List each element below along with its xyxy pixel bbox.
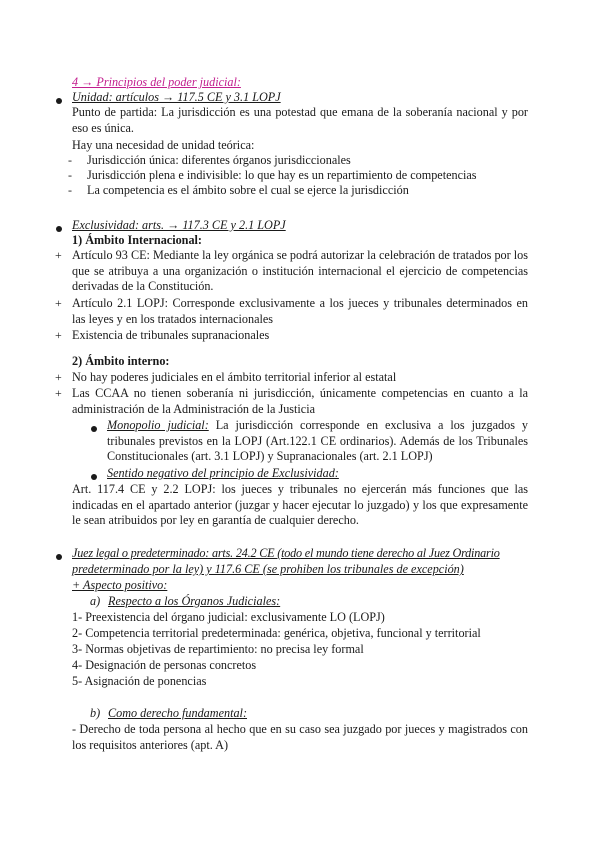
unidad-p1: Punto de partida: La jurisdicción es una potestad que emana de la soberanía nacional y por eso es única.: [72, 105, 528, 135]
interno-item: No hay poderes judiciales en el ámbito territorial inferior al estatal: [72, 370, 397, 384]
monopolio-label: Monopolio judicial:: [107, 418, 209, 432]
a-marker: a): [90, 594, 101, 608]
internacional-title: 1) Ámbito Internacional:: [72, 233, 202, 247]
monopolio-text: La jurisdicción corresponde en exclusiva a los juzgados y tribunales previstos en la LOPJ (Art.122.1 CE ordinarios). Además de los Tribunales Constitucionales (art. 3.1 LOPJ) y Supranacionales (art. 2.1 LOPJ): [107, 418, 528, 464]
negativo-text: Art. 117.4 CE y 2.2 LOPJ: los jueces y tribunales no ejercerán más funciones que las indicadas en el apartado anterior (juzgar y hacer ejecutar lo juzgado) y los que expresamente le sean atribuidos por ley en garantía de cualquier derecho.: [72, 482, 528, 528]
dash-marker: -: [68, 183, 72, 197]
plus-marker: +: [55, 386, 62, 400]
unidad-item: Jurisdicción plena e indivisible: lo que hay es un repartimiento de competencias: [87, 168, 477, 182]
a-item: 4- Designación de personas concretos: [72, 658, 257, 672]
internacional-item: Artículo 93 CE: Mediante la ley orgánica se podrá autorizar la celebración de tratados por los que se atribuya a una organización o institución internacional el ejercicio de competencias derivadas de la Constitución.: [72, 248, 528, 294]
b-marker: b): [90, 706, 101, 720]
bullet-icon: [56, 93, 62, 108]
a-item: 3- Normas objetivas de repartimiento: no precisa ley formal: [72, 642, 364, 656]
plus-marker: +: [55, 248, 62, 262]
unidad-p2: Hay una necesidad de unidad teórica:: [72, 138, 255, 152]
interno-title: 2) Ámbito interno:: [72, 354, 170, 368]
plus-marker: +: [55, 370, 62, 384]
section-heading: 4 → Principios del poder judicial:: [72, 75, 241, 89]
internacional-item: Artículo 2.1 LOPJ: Corresponde exclusivamente a los jueces y tribunales determinados en las leyes y en los tratados internacionales: [72, 296, 528, 326]
a-label: Respecto a los Órganos Judiciales:: [108, 594, 281, 608]
negativo-label: Sentido negativo del principio de Exclusividad:: [107, 466, 339, 480]
interno-item: Las CCAA no tienen soberanía ni jurisdicción, únicamente competencias en cuanto a la administración de la Administración de la Justicia: [72, 386, 528, 416]
bullet-icon: [91, 421, 97, 436]
unidad-item: Jurisdicción única: diferentes órganos jurisdiccionales: [87, 153, 351, 167]
monopolio-paragraph: [107, 418, 528, 465]
bullet-icon: [56, 549, 62, 564]
juez-title-line1: Juez legal o predeterminado: arts. 24.2 CE (todo el mundo tiene derecho al Juez Ordinario: [72, 546, 500, 560]
dash-marker: -: [68, 153, 72, 167]
juez-title-line2: predeterminado por la ley) y 117.6 CE (se prohiben los tribunales de excepción): [72, 562, 464, 576]
plus-marker: +: [55, 296, 62, 310]
unidad-title: Unidad: artículos → 117.5 CE y 3.1 LOPJ: [72, 90, 281, 104]
b-text: - Derecho de toda persona al hecho que en su caso sea juzgado por jueces y magistrados con los requisitos anteriores (apt. A): [72, 722, 528, 752]
bullet-icon: [56, 221, 62, 236]
plus-marker: +: [55, 328, 62, 342]
a-item: 5- Asignación de ponencias: [72, 674, 207, 688]
a-item: 2- Competencia territorial predeterminada: genérica, objetiva, funcional y territorial: [72, 626, 481, 640]
a-item: 1- Preexistencia del órgano judicial: exclusivamente LO (LOPJ): [72, 610, 385, 624]
exclusividad-title: Exclusividad: arts. → 117.3 CE y 2.1 LOPJ: [72, 218, 286, 232]
aspecto-positivo: + Aspecto positivo:: [72, 578, 168, 592]
internacional-item: Existencia de tribunales supranacionales: [72, 328, 270, 342]
unidad-item: La competencia es el ámbito sobre el cual se ejerce la jurisdicción: [87, 183, 409, 197]
b-label: Como derecho fundamental:: [108, 706, 248, 720]
dash-marker: -: [68, 168, 72, 182]
